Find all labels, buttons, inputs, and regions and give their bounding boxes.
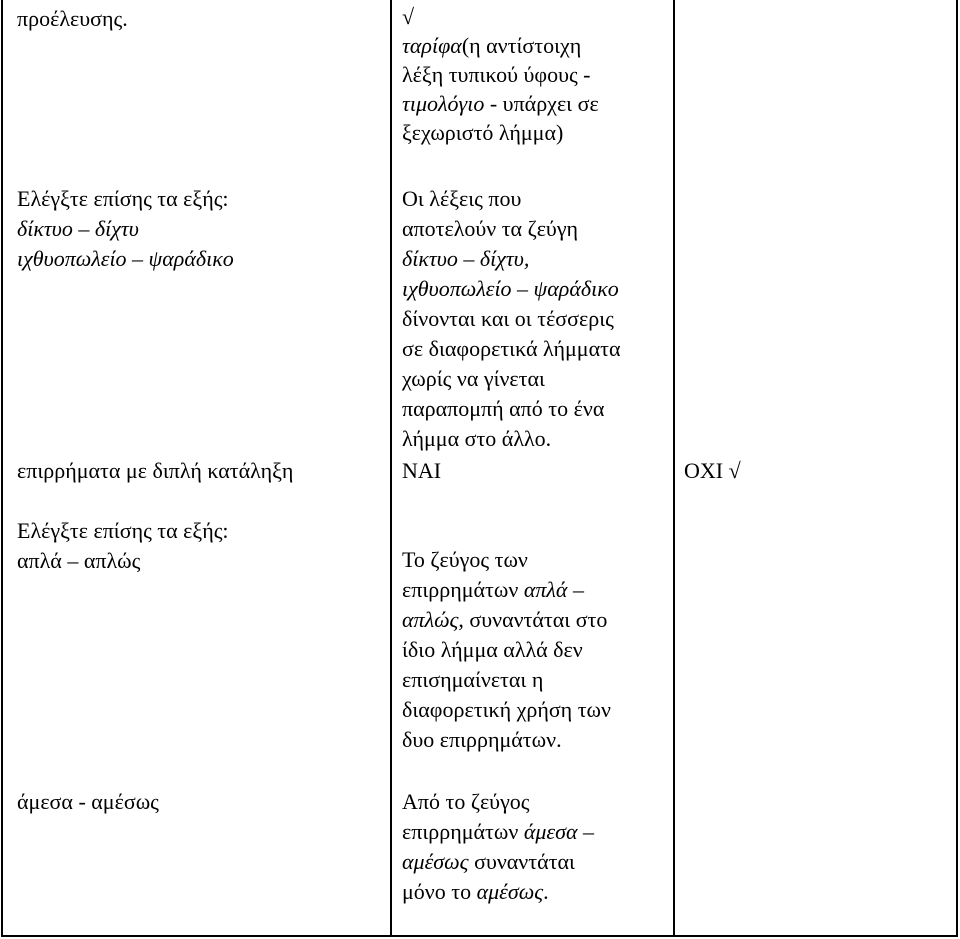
- col2-row1-line3: δίκτυο – δίχτυ,: [402, 246, 530, 271]
- col2-row0-line3-rest: - υπάρχει σε: [484, 91, 599, 116]
- col1-row3-line1: Ελέγξτε επίσης τα εξής:: [17, 518, 229, 543]
- col2-row3-line6: διαφορετική χρήση των: [402, 697, 611, 722]
- column-divider-2: [673, 0, 675, 937]
- col2-row1: [402, 184, 620, 454]
- col1-row4: [17, 787, 159, 817]
- col1-row2: [17, 456, 293, 486]
- col3-row2: [684, 456, 741, 486]
- col2-row4-line3: [402, 847, 594, 877]
- col2-row0: [402, 2, 599, 147]
- table-border-right: [956, 0, 958, 937]
- col2-row1-line8: παραπομπή από το ένα: [402, 396, 605, 421]
- col2-row4: [402, 787, 594, 907]
- col2-row4-word-amesa: άμεσα –: [523, 819, 594, 844]
- col2-row3-line2-start: επιρρημάτων: [402, 577, 524, 602]
- col2-row4-line4-end: .: [543, 879, 549, 904]
- col2-row0-line2: λέξη τυπικού ύφους -: [402, 62, 591, 87]
- check-mark-icon: √: [402, 4, 415, 29]
- col2-row0-line4: ξεχωριστό λήμμα): [402, 120, 564, 145]
- answer-no-checked: ΟΧΙ √: [684, 458, 741, 483]
- col1-row3: [17, 516, 229, 576]
- col2-row3-word-apla: απλά –: [523, 577, 584, 602]
- col2-row4-line2: [402, 817, 594, 847]
- col2-row3-line3-rest: , συναντάται στο: [458, 607, 608, 632]
- col1-row0-text: προέλευσης.: [17, 6, 128, 31]
- col2-row1-line5: δίνονται και οι τέσσερις: [402, 306, 614, 331]
- col1-row1-line2: δίκτυο – δίχτυ: [17, 216, 139, 241]
- col2-row3-line3: [402, 605, 611, 635]
- col1-row3-line2: απλά – απλώς: [17, 548, 141, 573]
- col1-row4-text: άμεσα - αμέσως: [17, 789, 159, 814]
- col2-row3-line7: δυο επιρρημάτων.: [402, 727, 562, 752]
- col2-row3-word-aplos: απλώς: [402, 607, 459, 632]
- col2-row3-line4: ίδιο λήμμα αλλά δεν: [402, 637, 583, 662]
- col2-row0-word-tarifa: ταρίφα: [402, 33, 462, 58]
- col2-row1-line6: σε διαφορετικά λήμματα: [402, 336, 621, 361]
- col2-row3-line5: επισημαίνεται η: [402, 667, 544, 692]
- col1-row1: [17, 184, 234, 274]
- col2-row4-line4: [402, 877, 594, 907]
- col2-row1-line4: ιχθυοπωλείο – ψαράδικο: [402, 276, 619, 301]
- col2-row0-line1-rest: (η αντίστοιχη: [461, 33, 582, 58]
- col2-row0-line1: [402, 31, 599, 60]
- column-divider-1: [390, 0, 392, 937]
- col2-row3-line1: Το ζεύγος των: [402, 547, 528, 572]
- col2-row4-word-amesos: αμέσως: [402, 849, 469, 874]
- col2-row4-line3-rest: συναντάται: [468, 849, 575, 874]
- col2-row1-line9: λήμμα στο άλλο.: [402, 426, 552, 451]
- col2-row4-line4-start: μόνο το: [402, 879, 477, 904]
- col2-row4-line1: Από το ζεύγος: [402, 789, 530, 814]
- col2-row2: [402, 456, 441, 486]
- col2-row0-word-timologio: τιμολόγιο: [402, 91, 485, 116]
- col1-row1-line3: ιχθυοπωλείο – ψαράδικο: [17, 246, 234, 271]
- table-border-bottom: [1, 935, 958, 937]
- table-border-left: [1, 0, 3, 937]
- col2-row4-word-amesos-2: αμέσως: [476, 879, 544, 904]
- col2-row1-line7: χωρίς να γίνεται: [402, 366, 545, 391]
- col2-row4-line2-start: επιρρημάτων: [402, 819, 524, 844]
- answer-yes: ΝΑΙ: [402, 458, 442, 483]
- col2-row1-line1: Οι λέξεις που: [402, 186, 522, 211]
- col1-row2-text: επιρρήματα με διπλή κατάληξη: [17, 458, 294, 483]
- col2-row1-line2: αποτελούν τα ζεύγη: [402, 216, 579, 241]
- col2-row3-line2: [402, 575, 611, 605]
- col2-row3: [402, 545, 611, 755]
- col1-row1-line1: Ελέγξτε επίσης τα εξής:: [17, 186, 229, 211]
- col2-row0-line3: [402, 89, 599, 118]
- col1-row0: [17, 4, 128, 34]
